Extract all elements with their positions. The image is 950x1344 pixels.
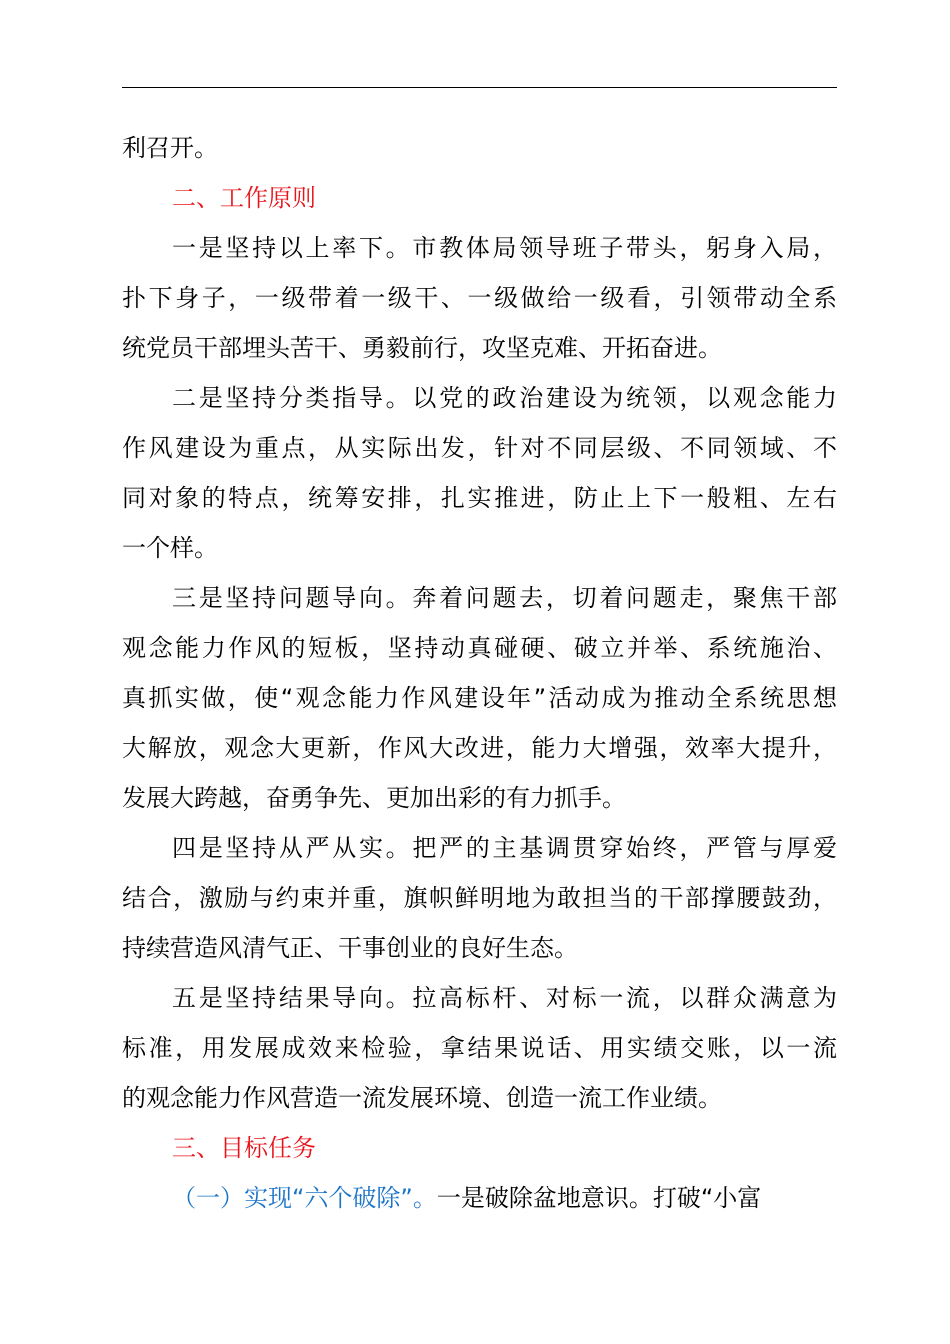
body-line: 四是坚持从严从实。把严的主基调贯穿始终，严管与厚爱 bbox=[172, 834, 837, 862]
body-line: 一是坚持以上率下。市教体局领导班子带头，躬身入局， bbox=[172, 234, 837, 262]
body-line: 结合，激励与约束并重，旗帜鲜明地为敢担当的干部撑腰鼓劲， bbox=[122, 884, 837, 912]
body-line: 作风建设为重点，从实际出发，针对不同层级、不同领域、不 bbox=[122, 434, 837, 462]
body-line: 三是坚持问题导向。奔着问题去，切着问题走，聚焦干部 bbox=[172, 584, 837, 612]
body-line: 持续营造风清气正、干事创业的良好生态。 bbox=[122, 934, 578, 962]
body-line: 二是坚持分类指导。以党的政治建设为统领，以观念能力 bbox=[172, 384, 837, 412]
body-line: 一个样。 bbox=[122, 534, 218, 562]
body-line: 标准，用发展成效来检验，拿结果说话、用实绩交账，以一流 bbox=[122, 1034, 837, 1062]
paragraph-principle-5 bbox=[122, 973, 837, 1123]
header-rule bbox=[122, 87, 837, 88]
subsection-line bbox=[122, 1173, 837, 1223]
document-body bbox=[122, 123, 837, 1223]
paragraph-principle-4 bbox=[122, 823, 837, 973]
body-line: 统党员干部埋头苦干、勇毅前行，攻坚克难、开拓奋进。 bbox=[122, 334, 722, 362]
body-line: 的观念能力作风营造一流发展环境、创造一流工作业绩。 bbox=[122, 1084, 722, 1112]
section-heading-principles: 二、工作原则 bbox=[172, 184, 316, 212]
body-line: 同对象的特点，统筹安排，扎实推进，防止上下一般粗、左右 bbox=[122, 484, 837, 512]
paragraph-principle-1 bbox=[122, 223, 837, 373]
body-line: 扑下身子，一级带着一级干、一级做给一级看，引领带动全系 bbox=[122, 284, 837, 312]
section-heading-goals: 三、目标任务 bbox=[172, 1134, 316, 1162]
body-line: 发展大跨越，奋勇争先、更加出彩的有力抓手。 bbox=[122, 784, 626, 812]
paragraph-principle-3 bbox=[122, 573, 837, 823]
body-line: 真抓实做，使“观念能力作风建设年”活动成为推动全系统思想 bbox=[122, 684, 837, 712]
body-line: 五是坚持结果导向。拉高标杆、对标一流，以群众满意为 bbox=[172, 984, 837, 1012]
subsection-heading: （一）实现“六个破除”。 bbox=[172, 1184, 437, 1212]
body-line: 大解放，观念大更新，作风大改进，能力大增强，效率大提升， bbox=[122, 734, 837, 762]
subsection-text: 一是破除盆地意识。打破“小富 bbox=[436, 1184, 762, 1212]
body-line: 观念能力作风的短板，坚持动真碰硬、破立并举、系统施治、 bbox=[122, 634, 837, 662]
body-line: 利召开。 bbox=[122, 134, 218, 162]
paragraph-principle-2 bbox=[122, 373, 837, 573]
